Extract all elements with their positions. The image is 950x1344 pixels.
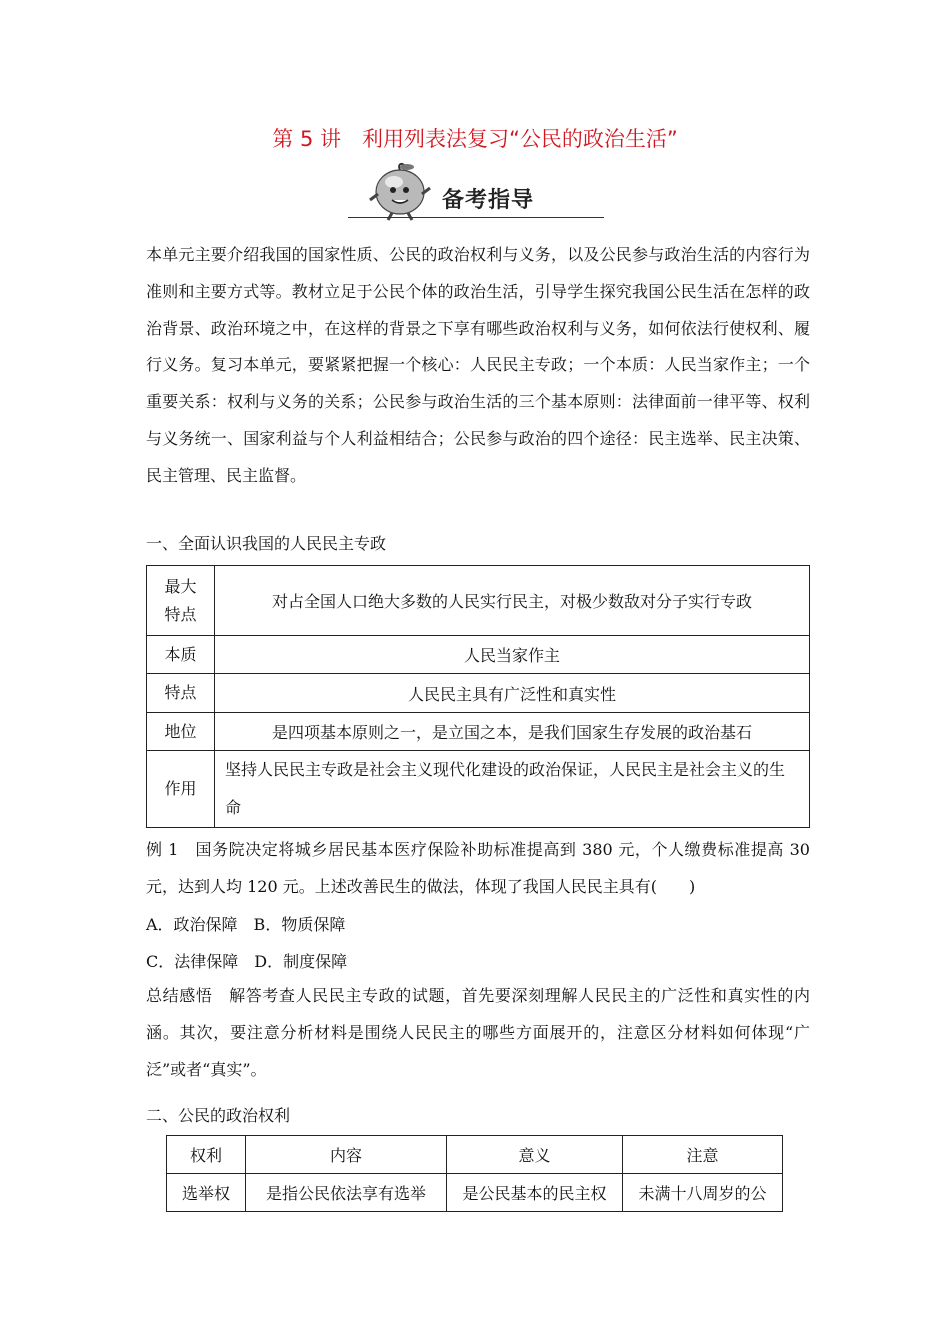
summary-paragraph: 总结感悟 解答考查人民民主专政的试题，首先要深刻理解人民民主的广泛性和真实性的内涵。其次，要注意分析材料是围绕人民民主的哪些方面展开的，注意区分材料如何体现“广泛”或者“真实”。 [146, 986, 810, 1079]
table-row [167, 1174, 783, 1212]
header-cell: 内容 [246, 1136, 447, 1174]
banner-divider [348, 217, 604, 218]
row-value: 人民当家作主 [215, 636, 810, 674]
section2-heading: 二、公民的政治权利 [146, 1106, 291, 1125]
table-row [147, 674, 810, 713]
header-cell: 意义 [447, 1136, 623, 1174]
example-stem: 例 1 国务院决定将城乡居民基本医疗保险补助标准提高到 380 元，个人缴费标准提高 30 元，达到人均 120 元。上述改善民生的做法，体现了我国人民民主具有( ) [146, 840, 810, 896]
guide-banner-label: 备考指导 [442, 188, 535, 213]
row-key: 地位 [147, 713, 215, 751]
mascot-icon [350, 160, 440, 222]
row-key: 最大特点 [147, 566, 215, 636]
table-row [147, 636, 810, 674]
row-value: 对占全国人口绝大多数的人民实行民主，对极少数敌对分子实行专政 [215, 566, 810, 636]
row-value: 是四项基本原则之一，是立国之本，是我们国家生存发展的政治基石 [215, 713, 810, 751]
cell: 是公民基本的民主权 [447, 1174, 623, 1212]
intro-paragraph: 本单元主要介绍我国的国家性质、公民的政治权利与义务，以及公民参与政治生活的内容行为准则和主要方式等。教材立足于公民个体的政治生活，引导学生探究我国公民生活在怎样的政治背景、政治环境之中，在这样的背景之下享有哪些政治权利与义务，如何依法行使权利、履行义务。复习本单元，要紧紧把握一个核心：人民民主专政；一个本质：人民当家作主；一个重要关系：权利与义务的关系；公民参与政治生活的三个基本原则：法律面前一律平等、权利与义务统一、国家利益与个人利益相结合；公民参与政治的四个途径：民主选举、民主决策、民主管理、民主监督。 [146, 245, 810, 485]
cell: 选举权 [167, 1174, 246, 1212]
dictatorship-table [146, 565, 810, 828]
row-value: 坚持人民民主专政是社会主义现代化建设的政治保证，人民民主是社会主义的生命 [215, 751, 810, 828]
header-cell: 权利 [167, 1136, 246, 1174]
rights-table [166, 1135, 783, 1212]
cell: 是指公民依法享有选举 [246, 1174, 447, 1212]
table-row [147, 713, 810, 751]
row-key: 本质 [147, 636, 215, 674]
example-options-ab: A．政治保障 B．物质保障 [146, 915, 346, 934]
example-options-cd: C．法律保障 D．制度保障 [146, 952, 348, 971]
table-row [147, 751, 810, 828]
row-key: 作用 [147, 751, 215, 828]
row-key: 特点 [147, 674, 215, 713]
row-value: 人民民主具有广泛性和真实性 [215, 674, 810, 713]
page-title: 第 5 讲 利用列表法复习“公民的政治生活” [272, 127, 678, 151]
header-cell: 注意 [623, 1136, 783, 1174]
cell: 未满十八周岁的公 [623, 1174, 783, 1212]
table-row [147, 566, 810, 636]
table-header-row [167, 1136, 783, 1174]
section1-heading: 一、全面认识我国的人民民主专政 [146, 534, 387, 553]
